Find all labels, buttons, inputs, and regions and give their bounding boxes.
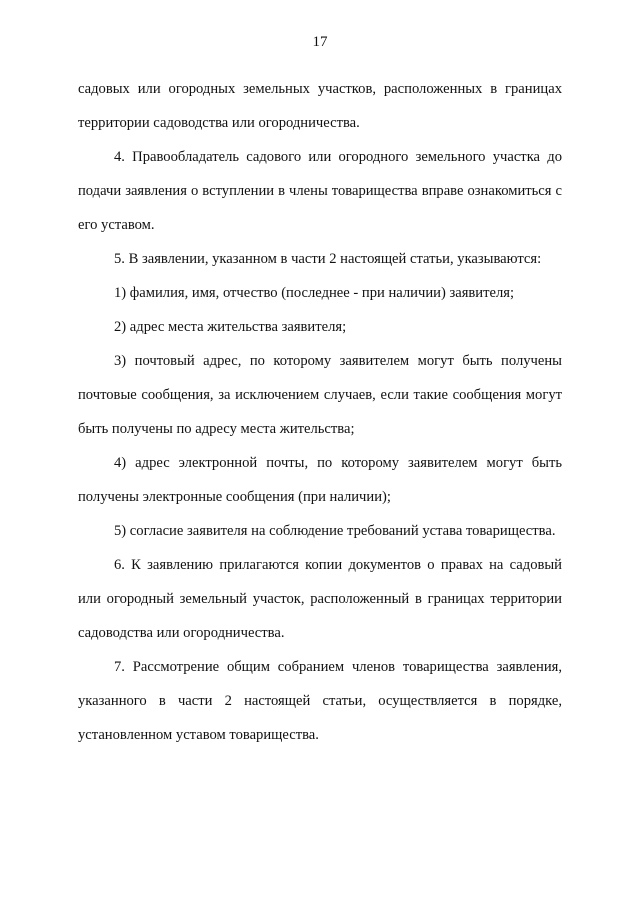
paragraph-item-6: 6. К заявлению прилагаются копии документов о правах на садовый или огородный земельный участок, расположенный в границах территории садоводства или огородничества. — [78, 557, 562, 641]
list-item-4: 4) адрес электронной почты, по которому заявителем могут быть получены электронные сообщения (при наличии); — [78, 455, 562, 505]
list-item-1: 1) фамилия, имя, отчество (последнее - при наличии) заявителя; — [114, 285, 515, 301]
list-item-3: 3) почтовый адрес, по которому заявителем могут быть получены почтовые сообщения, за исключением случаев, если такие сообщения могут быть получены по адресу места жительства; — [78, 353, 562, 437]
paragraph-item-7: 7. Рассмотрение общим собранием членов товарищества заявления, указанного в части 2 настоящей статьи, осуществляется в порядке, установленном уставом товарищества. — [78, 659, 562, 743]
paragraph-item-5: 5. В заявлении, указанном в части 2 настоящей статьи, указываются: — [114, 251, 542, 267]
paragraph-item-4: 4. Правообладатель садового или огородного земельного участка до подачи заявления о вступлении в члены товарищества вправе ознакомиться с его уставом. — [78, 149, 562, 233]
paragraph-continuation: садовых или огородных земельных участков, расположенных в границах территории садоводства или огородничества. — [78, 81, 562, 131]
page-number: 17 — [312, 34, 328, 50]
list-item-2: 2) адрес места жительства заявителя; — [114, 319, 347, 335]
document-body — [78, 72, 562, 752]
list-item-5: 5) согласие заявителя на соблюдение требований устава товарищества. — [114, 523, 556, 539]
